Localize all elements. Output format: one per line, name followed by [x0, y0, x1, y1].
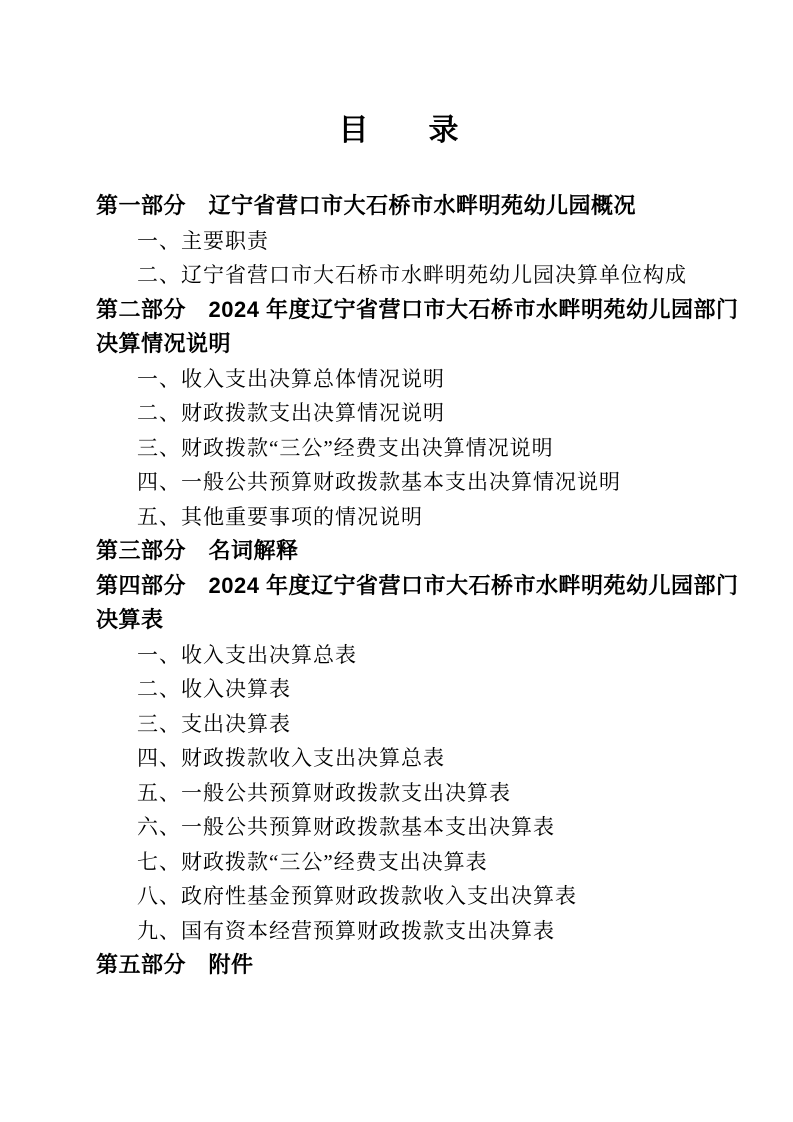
toc-item: 一、收入支出决算总表 — [137, 642, 357, 667]
toc-item: 七、财政拨款“三公”经费支出决算表 — [137, 849, 488, 874]
toc-section-heading: 第五部分 附件 — [96, 952, 254, 977]
toc-item: 五、一般公共预算财政拨款支出决算表 — [137, 780, 511, 805]
toc-item: 八、政府性基金预算财政拨款收入支出决算表 — [137, 884, 577, 908]
toc-section-heading: 第三部分 名词解释 — [96, 538, 299, 563]
toc-item: 四、一般公共预算财政拨款基本支出决算情况说明 — [137, 470, 621, 494]
toc-item: 五、其他重要事项的情况说明 — [137, 504, 423, 529]
toc-section-heading-continuation: 决算情况说明 — [96, 331, 232, 356]
toc-section-heading: 第四部分 2024 年度辽宁省营口市大石桥市水畔明苑幼儿园部门 — [96, 572, 739, 598]
toc-item: 三、财政拨款“三公”经费支出决算情况说明 — [137, 435, 554, 460]
toc-item: 三、支出决算表 — [137, 711, 291, 736]
toc-section-heading: 第二部分 2024 年度辽宁省营口市大石桥市水畔明苑幼儿园部门 — [96, 296, 739, 322]
toc-item: 二、辽宁省营口市大石桥市水畔明苑幼儿园决算单位构成 — [137, 263, 687, 287]
toc-section-heading: 第一部分 辽宁省营口市大石桥市水畔明苑幼儿园概况 — [96, 193, 637, 218]
toc-item: 四、财政拨款收入支出决算总表 — [137, 746, 445, 770]
document-content — [0, 112, 793, 983]
page-title: 目 录 — [338, 114, 459, 147]
toc-item: 六、一般公共预算财政拨款基本支出决算表 — [137, 815, 555, 839]
toc-section-heading-continuation: 决算表 — [96, 607, 164, 632]
toc-item: 二、收入决算表 — [137, 677, 291, 701]
toc-item: 九、国有资本经营预算财政拨款支出决算表 — [137, 918, 555, 943]
toc-item: 一、收入支出决算总体情况说明 — [137, 366, 445, 391]
toc-item: 二、财政拨款支出决算情况说明 — [137, 401, 445, 425]
toc-item: 一、主要职责 — [137, 228, 269, 253]
table-of-contents — [96, 189, 739, 983]
